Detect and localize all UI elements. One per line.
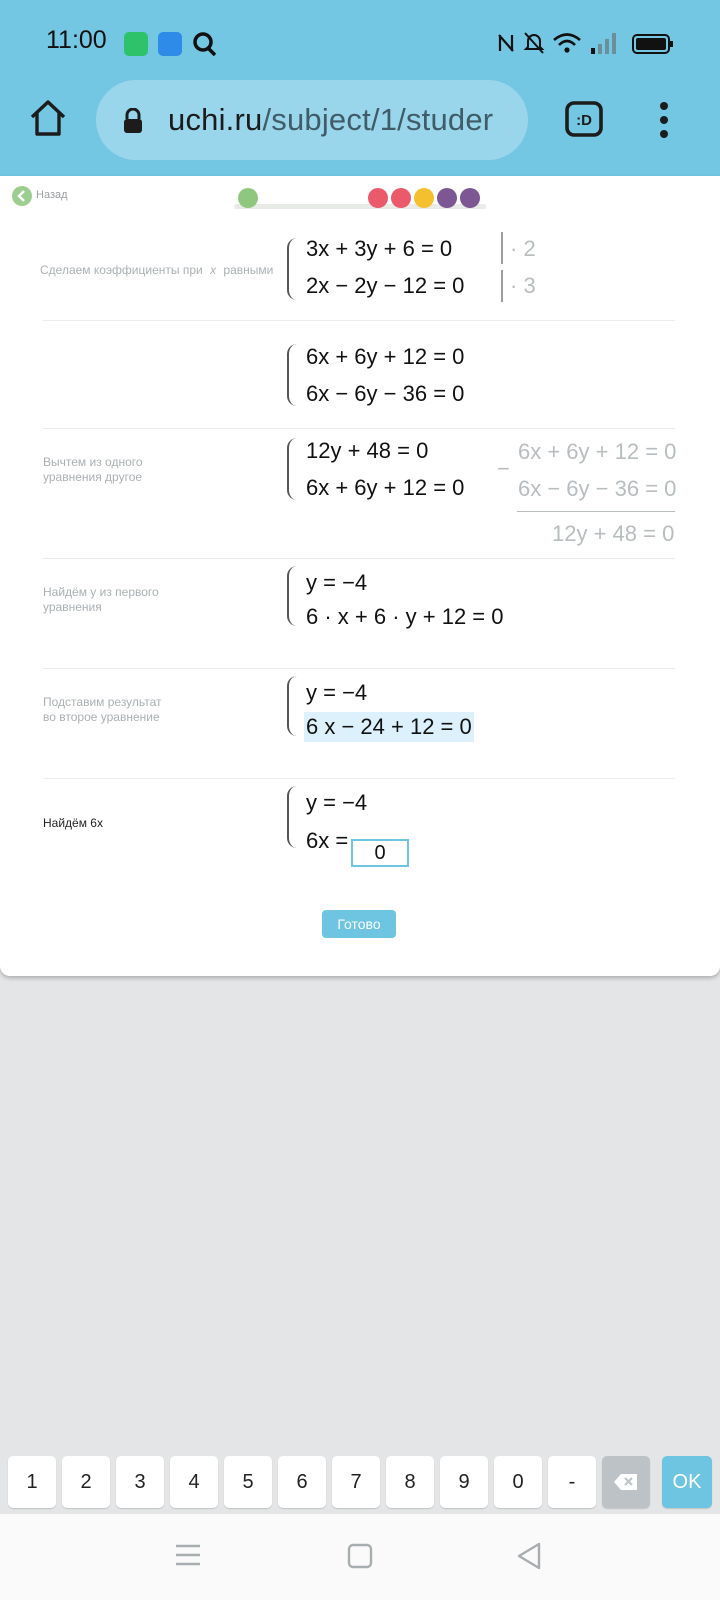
- back-triangle-icon[interactable]: [516, 1542, 542, 1570]
- side-result: 12y + 48 = 0: [552, 521, 675, 546]
- multiplier-divider: [501, 270, 503, 302]
- backspace-icon: [613, 1473, 639, 1491]
- equation: 2x − 2y − 12 = 0: [306, 273, 465, 298]
- step-label: Подставим результат во второе уравнение: [43, 695, 162, 724]
- progress-dot: [238, 188, 258, 208]
- backspace-key[interactable]: [602, 1456, 650, 1508]
- step-divider: [43, 558, 675, 559]
- step-label: Найдём 6x: [43, 816, 103, 830]
- subtraction-line: [517, 511, 675, 512]
- multiplier-divider: [501, 232, 503, 264]
- equation: 6x − 6y − 36 = 0: [306, 381, 465, 406]
- equation: y = −4: [306, 790, 368, 815]
- equation: 6 · x + 6 · y + 12 = 0: [306, 604, 504, 629]
- equation-prefix: 6x =: [306, 828, 349, 853]
- equation: 3x + 3y + 6 = 0: [306, 236, 453, 261]
- chevron-left-icon: [12, 186, 32, 206]
- ok-key[interactable]: OK: [662, 1456, 712, 1508]
- system-brace: [287, 238, 303, 300]
- progress-dot: [414, 188, 434, 208]
- key-1[interactable]: 1: [8, 1456, 56, 1508]
- browser-top-bar: [0, 0, 720, 176]
- step-label: Сделаем коэффициенты при x равными: [40, 263, 274, 277]
- system-brace: [287, 786, 303, 848]
- key-minus[interactable]: -: [548, 1456, 596, 1508]
- done-button[interactable]: Готово: [322, 910, 396, 938]
- mute-bell-icon: [523, 31, 545, 55]
- subtraction-sign: −: [497, 456, 510, 481]
- step-divider: [43, 320, 675, 321]
- multiplier: · 3: [510, 273, 536, 298]
- highlighted-equation: 6 x − 24 + 12 = 0: [304, 712, 474, 742]
- home-square-icon[interactable]: [347, 1543, 373, 1569]
- progress-dot: [437, 188, 457, 208]
- url-host: uchi.ru: [168, 102, 263, 137]
- equation: y = −4: [306, 570, 368, 595]
- system-brace: [287, 438, 303, 500]
- equation: 6x + 6y + 12 = 0: [306, 475, 465, 500]
- key-9[interactable]: 9: [440, 1456, 488, 1508]
- key-7[interactable]: 7: [332, 1456, 380, 1508]
- lesson-card: [0, 176, 720, 976]
- tab-switcher-icon[interactable]: [564, 100, 604, 138]
- shield-icon: [158, 32, 182, 56]
- step-divider: [43, 778, 675, 779]
- svg-text::D: :D: [576, 112, 592, 129]
- search-q-icon: [192, 30, 218, 58]
- numeric-keyboard: [0, 1448, 720, 1514]
- side-equation: 6x − 6y − 36 = 0: [518, 476, 677, 501]
- answer-input[interactable]: [351, 839, 409, 867]
- step-divider: [43, 428, 675, 429]
- back-label: Назад: [36, 189, 68, 201]
- data-transfer-icon: [124, 32, 148, 56]
- step-label: Найдём y из первого уравнения: [43, 585, 159, 614]
- equation: y = −4: [306, 680, 368, 705]
- wifi-icon: [552, 32, 582, 54]
- more-menu-icon[interactable]: [652, 100, 676, 140]
- key-3[interactable]: 3: [116, 1456, 164, 1508]
- multiplier: · 2: [510, 236, 536, 261]
- lock-icon: [122, 108, 144, 134]
- key-0[interactable]: 0: [494, 1456, 542, 1508]
- menu-icon[interactable]: [175, 1544, 201, 1566]
- key-6[interactable]: 6: [278, 1456, 326, 1508]
- key-8[interactable]: 8: [386, 1456, 434, 1508]
- step-label: Вычтем из одного уравнения другое: [43, 455, 143, 484]
- nfc-icon: [496, 32, 516, 54]
- battery-icon: [632, 34, 674, 54]
- system-brace: [287, 676, 303, 736]
- progress-dot: [368, 188, 388, 208]
- step-divider: [43, 668, 675, 669]
- signal-icon: [590, 32, 618, 54]
- status-time: 11:00: [46, 26, 107, 54]
- system-nav-bar: [0, 1514, 720, 1600]
- key-2[interactable]: 2: [62, 1456, 110, 1508]
- url-path: /subject/1/studer: [262, 102, 494, 137]
- key-5[interactable]: 5: [224, 1456, 272, 1508]
- equation: 12y + 48 = 0: [306, 438, 429, 463]
- progress-dot: [460, 188, 480, 208]
- progress-dot: [391, 188, 411, 208]
- system-brace: [287, 344, 303, 406]
- equation: 6x + 6y + 12 = 0: [306, 344, 465, 369]
- address-bar[interactable]: [96, 80, 528, 160]
- key-4[interactable]: 4: [170, 1456, 218, 1508]
- system-brace: [287, 566, 303, 626]
- url-text: [168, 102, 493, 138]
- home-icon[interactable]: [28, 98, 68, 138]
- side-equation: 6x + 6y + 12 = 0: [518, 439, 677, 464]
